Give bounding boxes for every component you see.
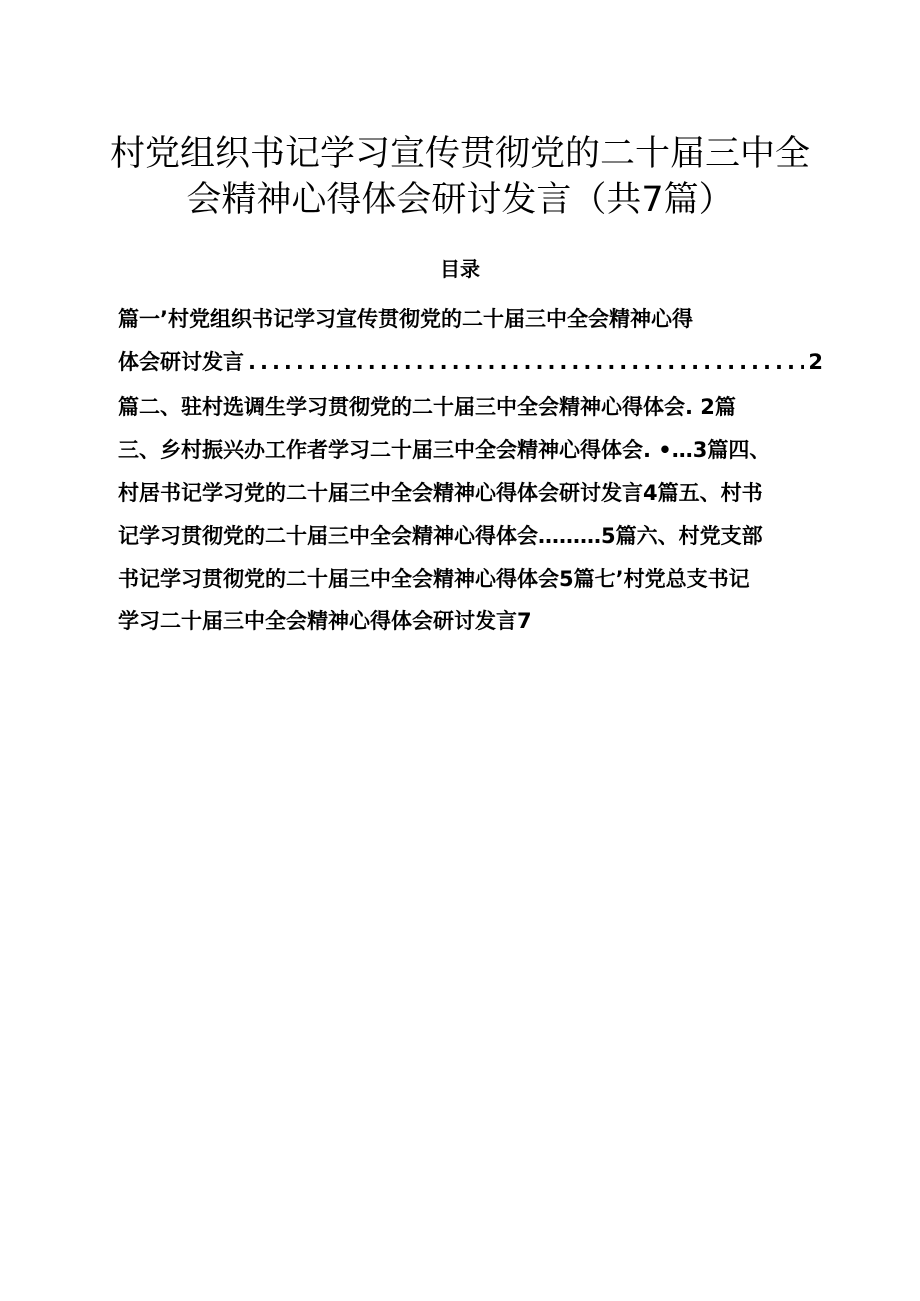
toc-entry-1-text: 体会研讨发言 <box>118 350 244 374</box>
toc-line: 学习二十届三中全会精神心得体会研讨发言7 <box>118 609 532 633</box>
toc-entry-1-line-2 <box>118 352 823 373</box>
toc-heading: 目录 <box>440 257 480 281</box>
toc-line: 三、乡村振兴办工作者学习二十届三中全会精神心得体会. •…3篇四、 <box>118 438 771 462</box>
toc-entry-1-page-number: 2 <box>808 350 823 374</box>
document-title-line-1: 村党组织书记学习宣传贯彻党的二十届三中全 <box>109 134 810 174</box>
document-title-line-2: 会精神心得体会研讨发言（共7篇） <box>186 180 734 220</box>
toc-line: 记学习贯彻党的二十届三中全会精神心得体会………5篇六、村党支部 <box>118 524 763 548</box>
toc-line: 村居书记学习党的二十届三中全会精神心得体会研讨发言4篇五、村书 <box>118 481 763 505</box>
toc-line: 书记学习贯彻党的二十届三中全会精神心得体会5篇七’村党总支书记 <box>118 567 750 591</box>
toc-entry-1-line-1: 篇一’村党组织书记学习宣传贯彻党的二十届三中全会精神心得 <box>118 307 693 331</box>
toc-line: 篇二、驻村选调生学习贯彻党的二十届三中全会精神心得体会. 2篇 <box>118 395 736 419</box>
toc-dot-leader <box>248 352 804 373</box>
